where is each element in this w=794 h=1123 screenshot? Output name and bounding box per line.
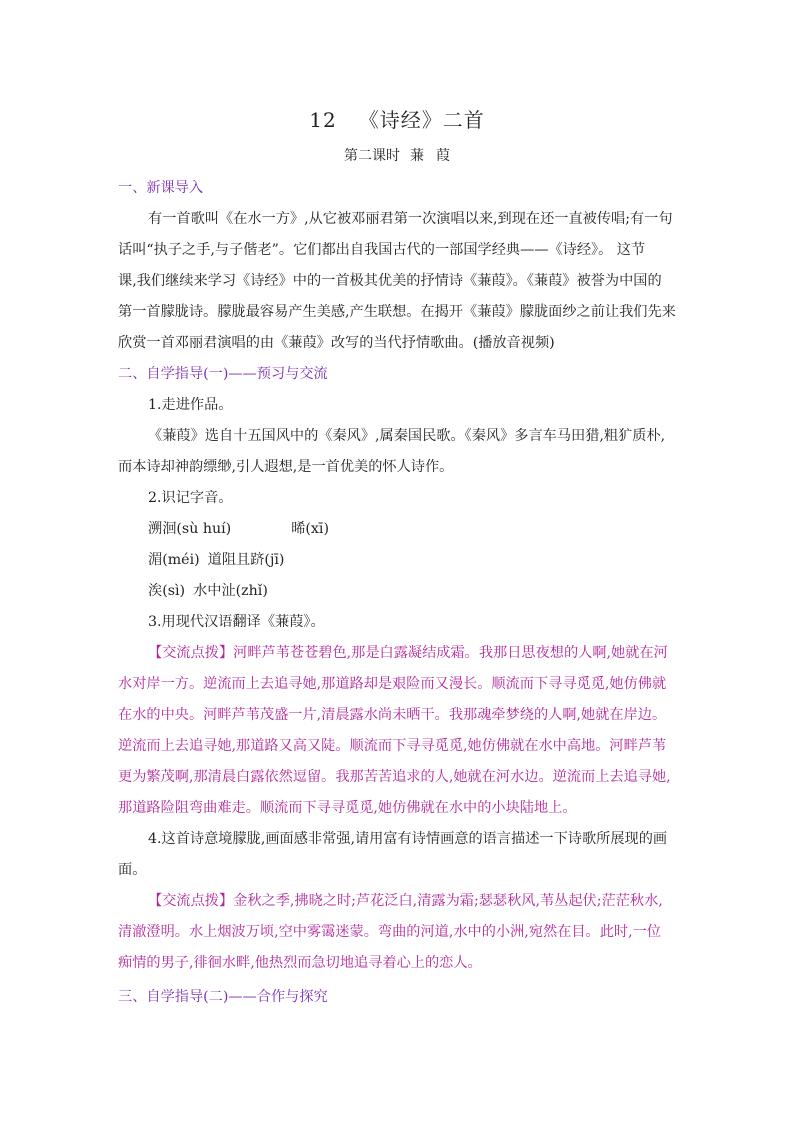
answer-4-line: 痴情的男子,徘徊水畔,他热烈而急切地追寻着心上的恋人。 [118,955,482,971]
phonetic-entry: 晞(xī) [291,521,329,537]
answer-3-line: 逆流而上去追寻她,那道路又高又陡。顺流而下寻寻觅觅,她仿佛就在水中高地。河畔芦苇 [118,738,667,754]
answer-3-line: 水对岸一方。逆流而上去追寻她,那道路却是艰险而又漫长。顺流而下寻寻觅觅,她仿佛就 [118,676,667,692]
answer-3-line: 更为繁茂啊,那清晨白露依然逗留。我那苦苦追求的人,她就在河水边。逆流而上去追寻她, [118,769,671,785]
exchange-tip-tag: 【交流点拨】 [148,645,234,661]
phonetics-row [118,514,678,545]
poem-title-char-2: 葭 [436,148,450,164]
phonetic-entry: 水中沚(zhǐ) [193,583,268,599]
section-heading-self-study-1: 二、自学指导(一)——预习与交流 [118,366,328,382]
lesson-number: 12 [309,108,337,132]
item-4-question: 4.这首诗意境朦胧,画面感非常强,请用富有诗情画意的语言描述一下诗歌所展现的画 [148,831,668,847]
section-heading-self-study-2: 三、自学指导(二)——合作与探究 [118,989,328,1005]
answer-text: 河畔芦苇苍苍碧色,那是白露凝结成霜。我那日思夜想的人啊,她就在河 [233,645,668,661]
phonetic-entry: 溯洄(sù huí) [148,521,232,537]
phonetic-entry: 道阻且跻(jī) [207,552,285,568]
item-2-title: 2.识记字音。 [148,490,233,506]
exchange-tip-tag: 【交流点拨】 [148,893,234,909]
page-subtitle [0,145,794,165]
paragraph-line: 第一首朦胧诗。朦胧最容易产生美感,产生联想。在揭开《蒹葭》朦胧面纱之前让我们先来 [118,304,676,320]
phonetics-row [118,545,678,576]
intro-paragraph [118,204,678,359]
answer-4-line [118,886,678,917]
poem-title-char-1: 蒹 [410,148,424,164]
paragraph-line: 《蒹葭》选自十五国风中的《秦风》,属秦国民歌。《秦风》多言车马田猎,粗犷质朴, [148,428,666,444]
phonetic-entry: 涘(sì) [148,583,186,599]
answer-3-line: 在水的中央。河畔芦苇茂盛一片,清晨露水尚未晒干。我那魂牵梦绕的人啊,她就在岸边。 [118,707,667,723]
answer-text: 金秋之季,拂晓之时;芦花泛白,清露为霜;瑟瑟秋风,苇丛起伏;茫茫秋水, [233,893,663,909]
paragraph-line: 欣赏一首邓丽君演唱的由《蒹葭》改写的当代抒情歌曲。(播放音视频) [118,335,555,351]
answer-3-line: 那道路险阻弯曲难走。顺流而下寻寻觅觅,她仿佛就在水中的小块陆地上。 [118,800,577,816]
paragraph-line: 有一首歌叫《在水一方》,从它被邓丽君第一次演唱以来,到现在还一直被传唱;有一句 [148,211,673,227]
answer-4-line: 清澈澄明。水上烟波万顷,空中雾霭迷蒙。弯曲的河道,水中的小洲,宛然在目。此时,一位 [118,924,661,940]
item-4-question: 面。 [118,862,147,878]
title-text: 《诗经》二首 [358,108,485,132]
page-title [0,104,794,133]
paragraph-line: 而本诗却神韵缥缈,引人遐想,是一首优美的怀人诗作。 [118,459,454,475]
paragraph-line: 话叫“执子之手,与子偕老”。它们都出自我国古代的一部国学经典——《诗经》。 这节 [118,242,646,258]
item-1-title: 1.走进作品。 [148,397,233,413]
paragraph-line: 课,我们继续来学习《诗经》中的一首极其优美的抒情诗《蒹葭》。《蒹葭》被誉为中国的 [118,273,662,289]
phonetics-row [118,576,678,607]
self-study-1-content [118,390,678,979]
lesson-period: 第二课时 [344,148,400,164]
section-heading-intro: 一、新课导入 [118,180,204,196]
phonetic-entry: 湄(méi) [148,552,200,568]
item-3-title: 3.用现代汉语翻译《蒹葭》。 [148,614,325,630]
answer-3-line [118,638,678,669]
